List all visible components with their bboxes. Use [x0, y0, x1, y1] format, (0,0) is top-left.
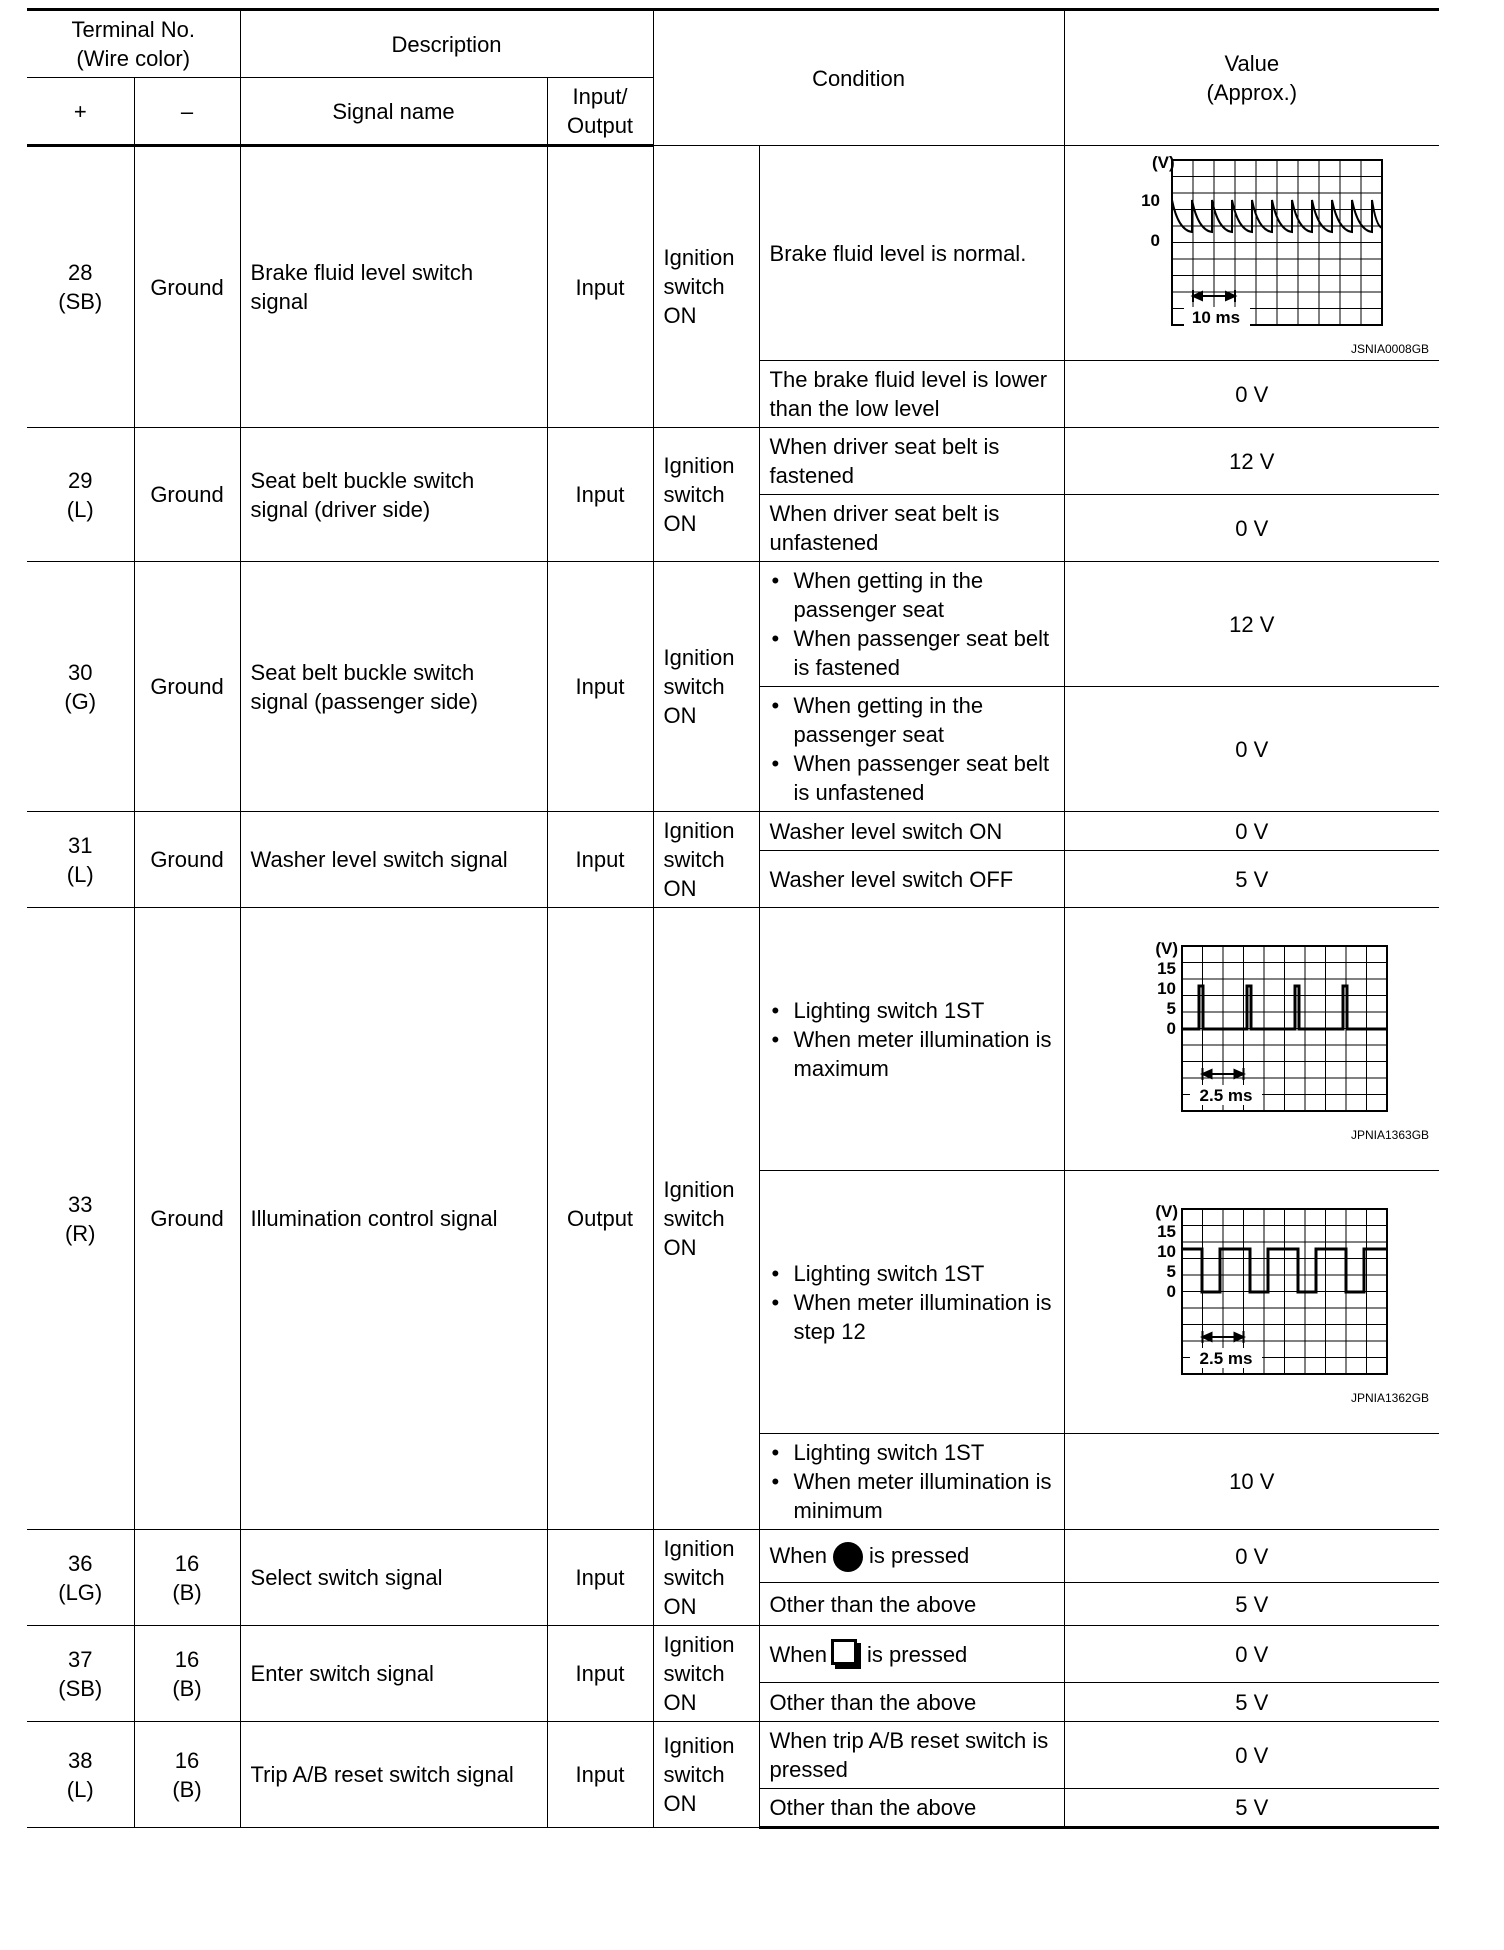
waveform-tick: 0	[1166, 1019, 1176, 1038]
table-row	[27, 1722, 1439, 1789]
signal-name: Trip A/B reset switch signal	[240, 1722, 547, 1828]
io-type: Input	[547, 562, 653, 812]
waveform-grid	[1172, 160, 1382, 325]
io-type: Input	[547, 1722, 653, 1828]
waveform-tick: 10	[1156, 979, 1176, 998]
waveform-cell	[1064, 146, 1439, 361]
terminal-minus: Ground	[134, 562, 240, 812]
condition-bullet: • When passenger seat belt is fastened	[794, 624, 1054, 682]
header-plus: +	[27, 78, 134, 146]
ignition-condition: Ignition switch ON	[653, 908, 759, 1530]
ignition-condition: Ignition switch ON	[653, 1626, 759, 1722]
waveform-tick: 0	[1166, 1282, 1176, 1301]
table-row	[27, 146, 1439, 361]
condition-text: Other than the above	[759, 1583, 1064, 1626]
waveform-tick: 0	[1150, 231, 1160, 250]
condition-text: When driver seat belt is fastened	[759, 428, 1064, 495]
condition-text: When is pressed	[759, 1530, 1064, 1583]
condition-list	[759, 562, 1064, 687]
waveform-jpnia1363gb	[1102, 936, 1402, 1126]
signal-name: Enter switch signal	[240, 1626, 547, 1722]
header-terminal: Terminal No. (Wire color)	[27, 10, 240, 78]
condition-text: Brake fluid level is normal.	[759, 146, 1064, 361]
condition-bullet: • When meter illumination is maximum	[794, 1025, 1054, 1083]
signal-name: Illumination control signal	[240, 908, 547, 1530]
table-row	[27, 908, 1439, 1171]
table-row	[27, 428, 1439, 495]
header-value: Value (Approx.)	[1064, 10, 1439, 146]
condition-bullet: • Lighting switch 1ST	[794, 996, 1054, 1025]
filled-circle-icon	[833, 1542, 863, 1572]
ignition-condition: Ignition switch ON	[653, 146, 759, 428]
shadow-square-icon	[831, 1639, 857, 1665]
waveform-tick: 15	[1156, 1222, 1176, 1241]
waveform-cell	[1064, 1171, 1439, 1434]
header-description: Description	[240, 10, 653, 78]
signal-name: Washer level switch signal	[240, 812, 547, 908]
header-condition: Condition	[653, 10, 1064, 146]
condition-text: Washer level switch ON	[759, 812, 1064, 851]
io-type: Input	[547, 1530, 653, 1626]
value-cell: 12 V	[1064, 562, 1439, 687]
terminal-minus: Ground	[134, 428, 240, 562]
value-cell: 5 V	[1064, 851, 1439, 908]
terminal-plus: 30 (G)	[27, 562, 134, 812]
waveform-cell	[1064, 908, 1439, 1171]
header-io: Input/ Output	[547, 78, 653, 146]
ignition-condition: Ignition switch ON	[653, 1530, 759, 1626]
waveform-tick: 5	[1166, 999, 1176, 1018]
header-row-1	[27, 10, 1439, 78]
terminal-minus: Ground	[134, 812, 240, 908]
value-cell: 5 V	[1064, 1683, 1439, 1722]
condition-bullet: • When meter illumination is minimum	[794, 1467, 1054, 1525]
ignition-condition: Ignition switch ON	[653, 562, 759, 812]
figure-code: JPNIA1362GB	[1351, 1391, 1430, 1405]
terminal-plus: 28 (SB)	[27, 146, 134, 428]
terminal-plus: 37 (SB)	[27, 1626, 134, 1722]
value-cell: 5 V	[1064, 1789, 1439, 1828]
condition-text: When is pressed	[759, 1626, 1064, 1683]
waveform-jpnia1362gb	[1102, 1199, 1402, 1389]
signal-name: Select switch signal	[240, 1530, 547, 1626]
condition-bullet: • Lighting switch 1ST	[794, 1438, 1054, 1467]
table-row	[27, 1626, 1439, 1683]
condition-bullet: • When meter illumination is step 12	[794, 1288, 1054, 1346]
table-row	[27, 1530, 1439, 1583]
io-type: Input	[547, 428, 653, 562]
terminal-plus: 29 (L)	[27, 428, 134, 562]
ignition-condition: Ignition switch ON	[653, 812, 759, 908]
value-cell: 0 V	[1064, 361, 1439, 428]
value-cell: 0 V	[1064, 812, 1439, 851]
condition-text: The brake fluid level is lower than the low level	[759, 361, 1064, 428]
io-type: Input	[547, 1626, 653, 1722]
value-cell: 0 V	[1064, 687, 1439, 812]
waveform-unit: (V)	[1151, 153, 1175, 172]
value-cell: 0 V	[1064, 1626, 1439, 1683]
condition-list	[759, 687, 1064, 812]
condition-bullet: • Lighting switch 1ST	[794, 1259, 1054, 1288]
condition-text: Other than the above	[759, 1789, 1064, 1828]
condition-text: When trip A/B reset switch is pressed	[759, 1722, 1064, 1789]
condition-bullet: • When passenger seat belt is unfastened	[794, 749, 1054, 807]
terminal-minus: 16 (B)	[134, 1530, 240, 1626]
figure-code: JSNIA0008GB	[1351, 342, 1430, 356]
waveform-tick: 5	[1166, 1262, 1176, 1281]
condition-list	[759, 1434, 1064, 1530]
condition-text: Other than the above	[759, 1683, 1064, 1722]
signal-name: Seat belt buckle switch signal (passenger side)	[240, 562, 547, 812]
waveform-unit: (V)	[1155, 1202, 1178, 1221]
terminal-plus: 38 (L)	[27, 1722, 134, 1828]
terminal-plus: 36 (LG)	[27, 1530, 134, 1626]
io-type: Output	[547, 908, 653, 1530]
condition-text: When driver seat belt is unfastened	[759, 495, 1064, 562]
header-minus: –	[134, 78, 240, 146]
value-cell: 0 V	[1064, 495, 1439, 562]
condition-bullet: • When getting in the passenger seat	[794, 691, 1054, 749]
waveform-time-scale: 2.5 ms	[1199, 1086, 1253, 1105]
terminal-plus: 33 (R)	[27, 908, 134, 1530]
terminal-table	[27, 8, 1439, 1829]
value-cell: 10 V	[1064, 1434, 1439, 1530]
waveform-time-scale: 10 ms	[1191, 308, 1240, 327]
figure-code: JPNIA1363GB	[1351, 1128, 1430, 1142]
terminal-minus: Ground	[134, 908, 240, 1530]
value-cell: 12 V	[1064, 428, 1439, 495]
waveform-time-scale: 2.5 ms	[1199, 1349, 1253, 1368]
signal-name: Seat belt buckle switch signal (driver side)	[240, 428, 547, 562]
condition-list	[759, 1171, 1064, 1434]
ignition-condition: Ignition switch ON	[653, 1722, 759, 1828]
io-type: Input	[547, 146, 653, 428]
value-cell: 0 V	[1064, 1722, 1439, 1789]
condition-list	[759, 908, 1064, 1171]
waveform-tick: 10	[1156, 1242, 1176, 1261]
terminal-minus: Ground	[134, 146, 240, 428]
terminal-minus: 16 (B)	[134, 1626, 240, 1722]
ignition-condition: Ignition switch ON	[653, 428, 759, 562]
table-row	[27, 812, 1439, 851]
value-cell: 0 V	[1064, 1530, 1439, 1583]
table-row	[27, 562, 1439, 687]
terminal-plus: 31 (L)	[27, 812, 134, 908]
terminal-minus: 16 (B)	[134, 1722, 240, 1828]
value-cell: 5 V	[1064, 1583, 1439, 1626]
signal-name: Brake fluid level switch signal	[240, 146, 547, 428]
waveform-unit: (V)	[1155, 939, 1178, 958]
condition-bullet: • When getting in the passenger seat	[794, 566, 1054, 624]
waveform-tick: 15	[1156, 959, 1176, 978]
waveform-jsnia0008gb	[1102, 150, 1402, 340]
header-signal-name: Signal name	[240, 78, 547, 146]
condition-text: Washer level switch OFF	[759, 851, 1064, 908]
io-type: Input	[547, 812, 653, 908]
waveform-tick: 10	[1140, 191, 1160, 210]
